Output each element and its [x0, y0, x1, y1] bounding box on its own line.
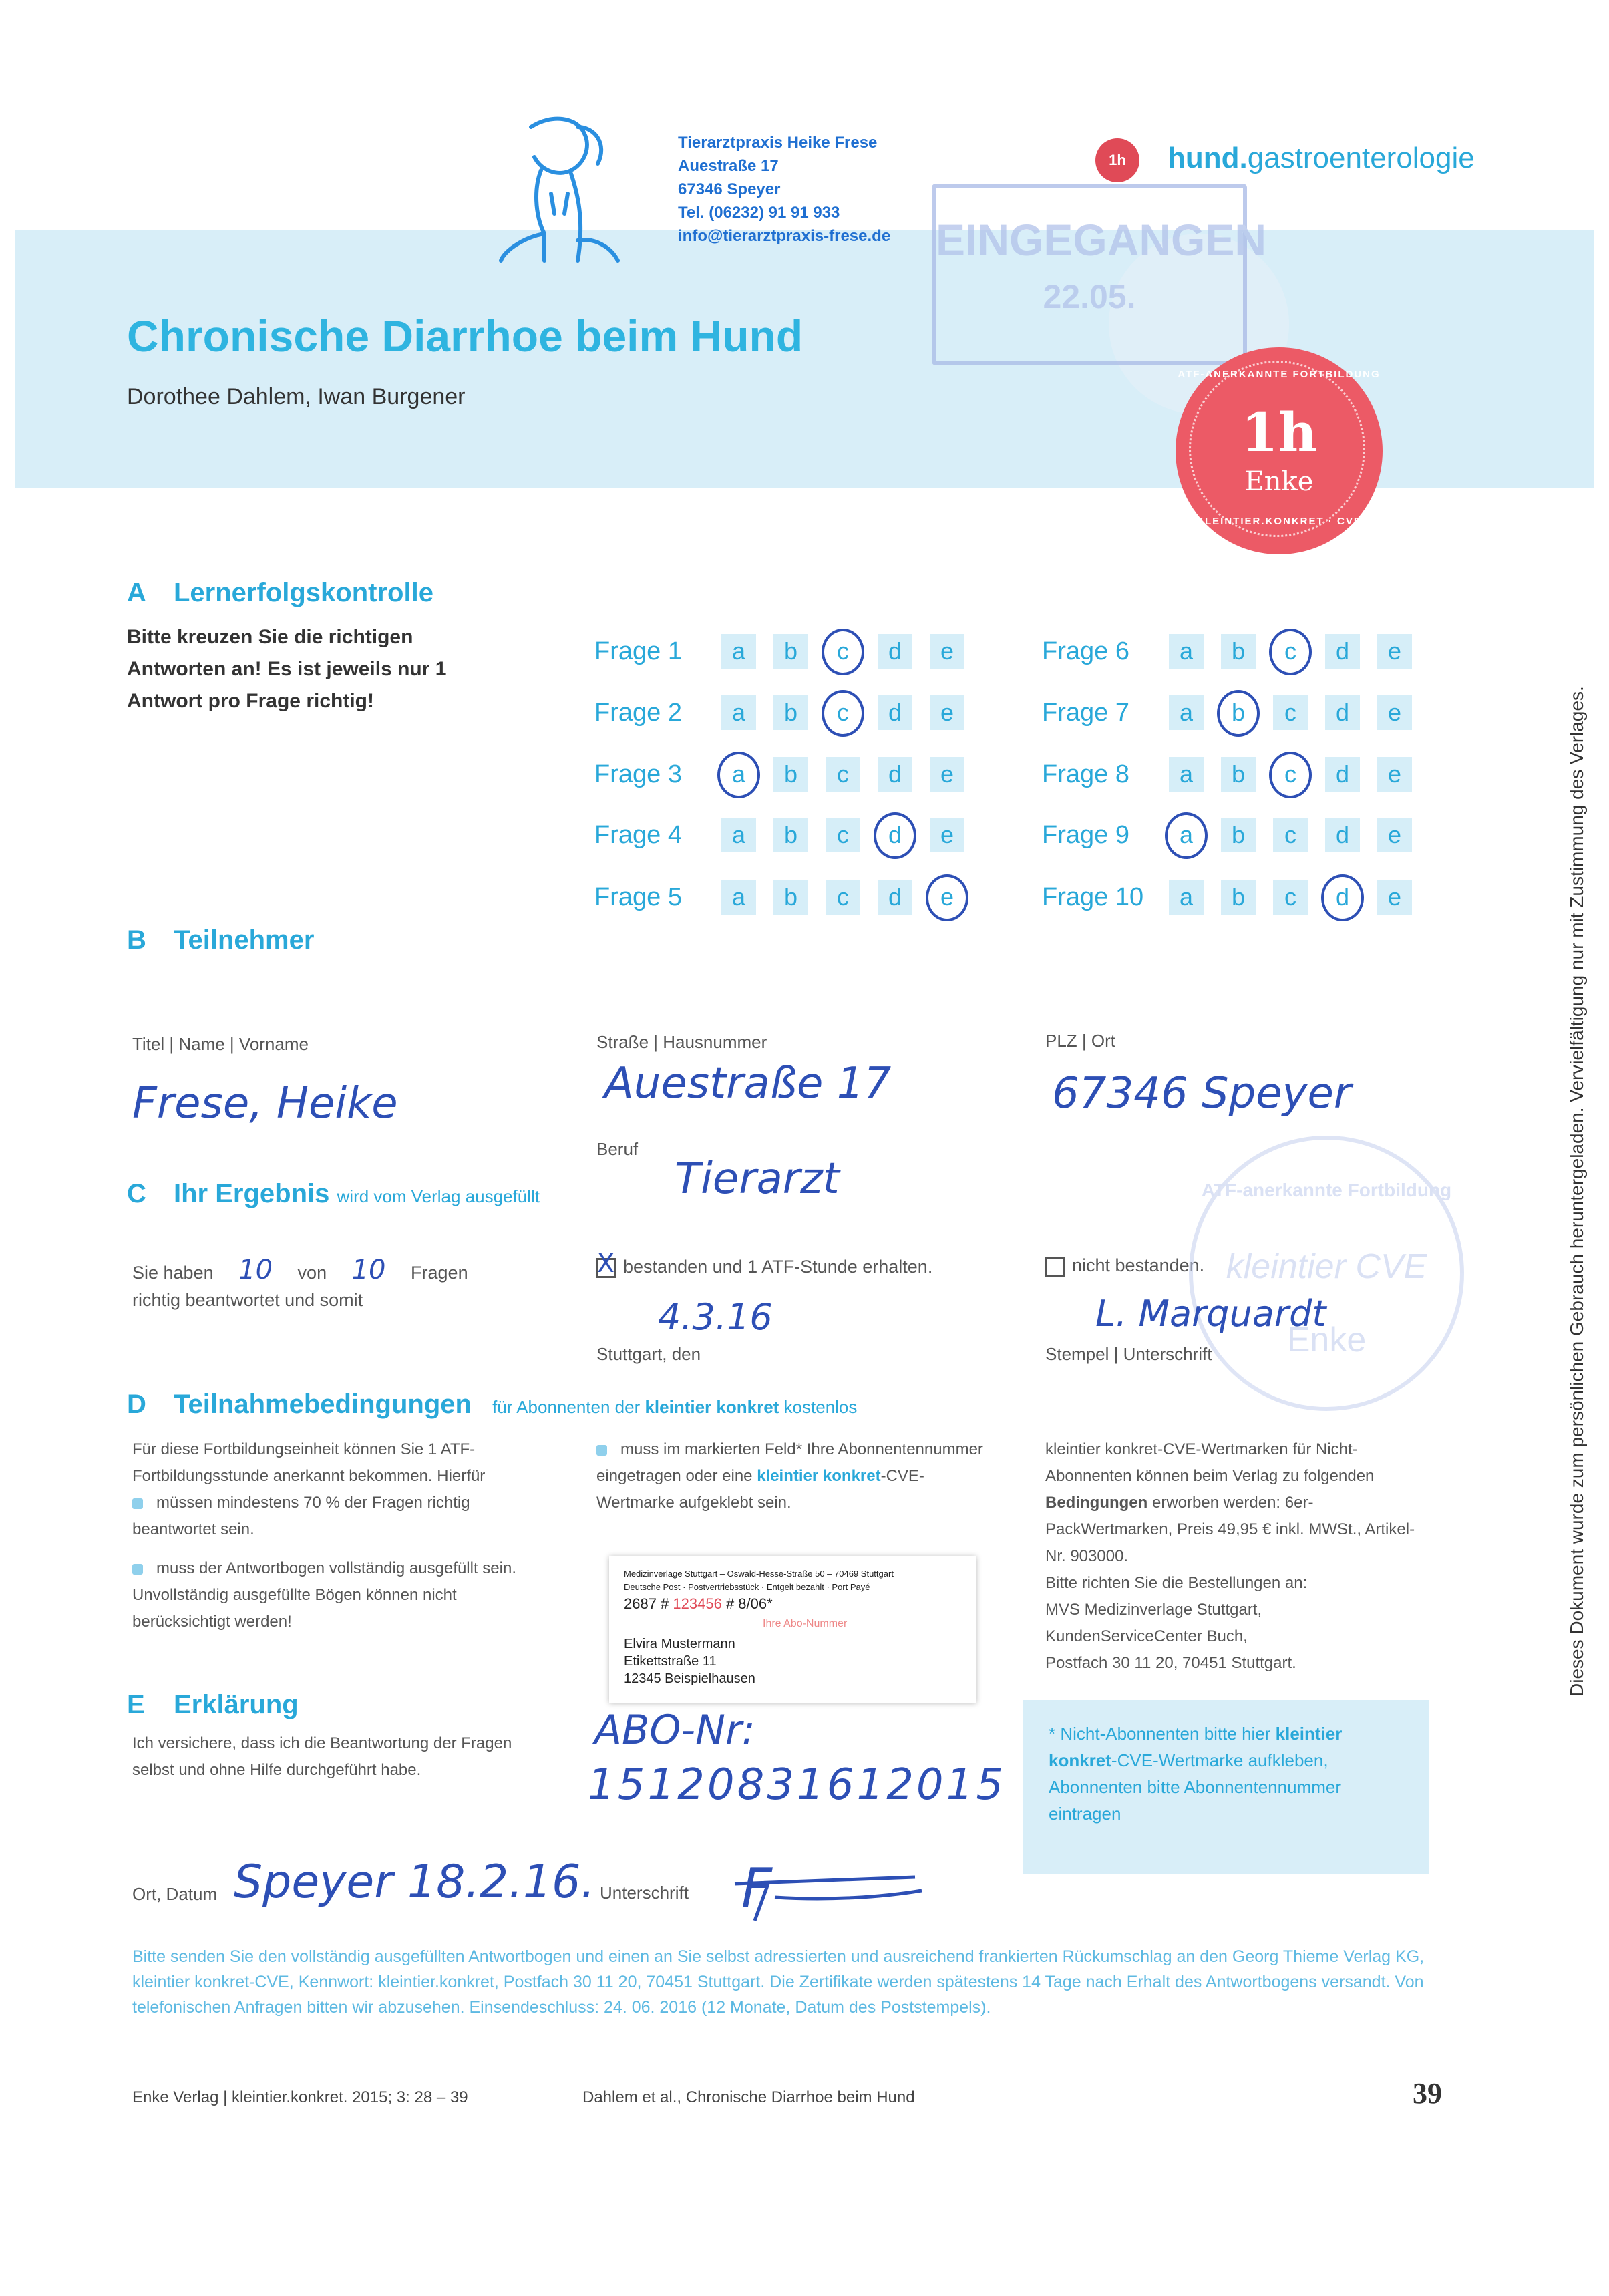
abo-label-handwritten: ABO-Nr:: [594, 1707, 755, 1754]
brand-rest: gastroenterologie: [1247, 142, 1475, 174]
answer-option-d[interactable]: d: [878, 818, 912, 852]
brand-title: [1168, 142, 1475, 175]
subtitle-part: kostenlos: [779, 1397, 858, 1417]
place-date-field[interactable]: Speyer 18.2.16.: [234, 1856, 595, 1909]
question-label: Frage 10: [1042, 882, 1144, 911]
abo-addr-street: Etikettstraße 11: [624, 1654, 717, 1669]
answer-option-c[interactable]: c: [826, 757, 860, 792]
question-label: Frage 9: [1042, 820, 1129, 849]
answer-option-e[interactable]: e: [1377, 634, 1412, 669]
conditions-col-1: [132, 1436, 533, 1635]
answer-option-c[interactable]: c: [1273, 818, 1308, 852]
answer-option-e[interactable]: e: [930, 757, 964, 792]
answer-option-e[interactable]: e: [930, 880, 964, 915]
stamp-middle-text: kleintier CVE: [1226, 1247, 1427, 1286]
practice-phone: Tel. (06232) 91 91 933: [678, 204, 840, 222]
question-row: [594, 815, 982, 855]
question-row: [1042, 693, 1429, 733]
note-brand: kleintier konkret: [1049, 1724, 1343, 1770]
question-row: [1042, 754, 1429, 794]
participant-signature[interactable]: F: [741, 1857, 773, 1919]
answer-option-b[interactable]: b: [1221, 757, 1256, 792]
abo-hint: Ihre Abo-Nummer: [763, 1618, 848, 1629]
condition-brand: kleintier konkret: [757, 1467, 881, 1485]
abo-number-field[interactable]: 15120831612015: [588, 1760, 1007, 1810]
result-fragen: Fragen: [411, 1263, 468, 1283]
condition-text: -CVE-Wertmarke aufgeklebt sein.: [596, 1467, 924, 1512]
practice-stamp: [678, 131, 890, 248]
wertmarken-text: [1045, 1436, 1433, 1570]
note-part: * Nicht-Abonnenten bitte hier: [1049, 1724, 1276, 1744]
answer-option-e[interactable]: e: [930, 818, 964, 852]
section-subtitle: wird vom Verlag ausgefüllt: [337, 1186, 540, 1206]
practice-name: Tierarztpraxis Heike Frese: [678, 134, 878, 152]
abo-suffix: # 8/06*: [721, 1595, 773, 1612]
total-count: 10: [351, 1255, 386, 1285]
answer-option-a[interactable]: a: [1169, 818, 1204, 852]
section-title: Lernerfolgskontrolle: [174, 578, 433, 607]
condition-text: müssen mindestens 70 % der Fragen richtig beantwortet sein.: [132, 1494, 470, 1538]
section-b-heading: [127, 925, 314, 955]
question-row: [1042, 631, 1429, 671]
abo-sender-line: Medizinverlage Stuttgart – Oswald-Hesse-Straße 50 – 70469 Stuttgart: [624, 1569, 894, 1579]
section-title: Teilnehmer: [174, 925, 315, 955]
result-text-2: richtig beantwortet und somit: [132, 1290, 363, 1310]
answer-option-c[interactable]: c: [1273, 634, 1308, 669]
received-stamp: [932, 184, 1267, 365]
result-text: [132, 1256, 533, 1287]
publisher-stamp: [1189, 1136, 1464, 1411]
question-label: Frage 5: [594, 882, 682, 911]
seal-top-text: ATF-ANERKANNTE FORTBILDUNG: [1178, 369, 1381, 380]
section-a-heading: [127, 578, 433, 608]
answer-option-b[interactable]: b: [773, 634, 808, 669]
answer-option-e[interactable]: e: [930, 695, 964, 730]
answer-option-a[interactable]: a: [721, 695, 756, 730]
job-label: Beruf: [596, 1139, 639, 1159]
answer-option-d[interactable]: d: [1325, 880, 1360, 915]
answer-option-a[interactable]: a: [1169, 757, 1204, 792]
section-title: Teilnahmebedingungen: [174, 1389, 472, 1419]
question-label: Frage 3: [594, 760, 682, 788]
answer-option-d[interactable]: d: [878, 695, 912, 730]
answer-option-b[interactable]: b: [773, 880, 808, 915]
subtitle-part: für Abonnenten der: [492, 1397, 645, 1417]
answer-option-d[interactable]: d: [1325, 818, 1360, 852]
section-letter: E: [127, 1690, 145, 1719]
answer-option-a[interactable]: a: [721, 880, 756, 915]
answer-option-b[interactable]: b: [1221, 695, 1256, 730]
street-field[interactable]: Auestraße 17: [604, 1059, 892, 1108]
answer-option-c[interactable]: c: [826, 695, 860, 730]
answer-option-b[interactable]: b: [1221, 880, 1256, 915]
citation: Enke Verlag | kleintier.konkret. 2015; 3: 28 – 39: [132, 2088, 468, 2106]
answer-option-b[interactable]: b: [1221, 818, 1256, 852]
answer-option-c[interactable]: c: [1273, 880, 1308, 915]
answer-option-d[interactable]: d: [878, 757, 912, 792]
question-row: [594, 754, 982, 794]
answer-option-a[interactable]: a: [721, 757, 756, 792]
dog-logo-icon: [478, 107, 665, 267]
conditions-col-3: [1045, 1436, 1433, 1677]
running-title: Dahlem et al., Chronische Diarrhoe beim Hund: [582, 2088, 915, 2106]
declaration-text: Ich versichere, dass ich die Beantwortung der Fragen selbst und ohne Hilfe durchgeführt habe.: [132, 1734, 512, 1779]
answer-option-c[interactable]: c: [1273, 757, 1308, 792]
hours-badge: 1h: [1095, 138, 1139, 182]
seal-hours: 1h: [1241, 401, 1317, 464]
stamp-bottom-text: Enke: [1286, 1321, 1367, 1359]
wertmarken-part: erworben werden: 6er-PackWertmarken, Preis 49,95 € inkl. MWSt., Artikel-Nr. 903000.: [1045, 1494, 1415, 1565]
answer-option-d[interactable]: d: [878, 634, 912, 669]
order-text: Bitte richten Sie die Bestellungen an:: [1045, 1574, 1308, 1592]
abo-number-line: [624, 1595, 773, 1613]
brand-bold: hund.: [1168, 142, 1248, 174]
abo-prefix: 2687 #: [624, 1595, 673, 1612]
section-letter: B: [127, 925, 146, 955]
seal-publisher: Enke: [1244, 466, 1314, 497]
signature-label: Unterschrift: [600, 1882, 689, 1903]
passed-mark: X: [597, 1248, 615, 1278]
authors: Dorothee Dahlem, Iwan Burgener: [127, 384, 466, 409]
conditions-intro: Für diese Fortbildungseinheit können Sie 1 ATF-Fortbildungsstunde anerkannt bekommen. Hierfür: [132, 1440, 486, 1485]
question-label: Frage 1: [594, 637, 682, 665]
section-letter: A: [127, 578, 146, 607]
conditions-col-2: [596, 1436, 984, 1516]
usage-note: Dieses Dokument wurde zum persönlichen Gebrauch heruntergeladen. Vervielfältigung nur mit Zustimmung des Verlages.: [1566, 686, 1587, 1697]
abo-addr-name: Elvira Mustermann: [624, 1637, 735, 1651]
answer-option-b[interactable]: b: [1221, 634, 1256, 669]
answer-option-c[interactable]: c: [826, 818, 860, 852]
answer-option-a[interactable]: a: [721, 634, 756, 669]
section-title: Ihr Ergebnis: [174, 1179, 330, 1208]
order-address-line: Postfach 30 11 20, 70451 Stuttgart.: [1045, 1654, 1296, 1672]
stamp-top-text: ATF-anerkannte Fortbildung: [1201, 1180, 1452, 1200]
page-number: 39: [1413, 2077, 1442, 2110]
answer-option-b[interactable]: b: [773, 818, 808, 852]
answer-option-d[interactable]: d: [878, 880, 912, 915]
abo-number: 123456: [673, 1595, 722, 1612]
section-e-heading: [127, 1690, 299, 1720]
job-field[interactable]: Tierarzt: [675, 1154, 840, 1204]
section-a-intro: Bitte kreuzen Sie die richtigen Antworten an! Es ist jeweils nur 1 Antwort pro Frage richtig!: [127, 626, 447, 712]
question-row: [594, 693, 982, 733]
street-label: Straße | Hausnummer: [596, 1032, 767, 1052]
answer-option-e[interactable]: e: [1377, 880, 1412, 915]
answer-option-b[interactable]: b: [773, 757, 808, 792]
section-title: Erklärung: [174, 1690, 299, 1719]
question-label: Frage 4: [594, 820, 682, 849]
submission-instructions: Bitte senden Sie den vollständig ausgefüllten Antwortbogen und einen an Sie selbst adressierten und ausreichend frankierten Rückumschlag an den Georg Thieme Verlag KG, kleintier konkret-CVE, Kennwort: kleintier.konkret, Postfach 30 11 20, 70451 Stuttgart. Die Zertifikate werden spätestens 14 Tage nach Erhalt des Antwortbogens versandt. Von telefonischen Anfragen bitten wir abzusehen. Einsendeschluss: 24. 06. 2016 (12 Monate, Datum des Poststempels).: [132, 1947, 1425, 2017]
place-date-label: Ort, Datum: [132, 1884, 218, 1904]
section-letter: D: [127, 1389, 146, 1419]
question-row: [594, 877, 982, 917]
condition-text: muss im markierten Feld* Ihre Abonnentennummer eingetragen oder eine: [596, 1440, 983, 1485]
name-label: Titel | Name | Vorname: [132, 1034, 309, 1054]
evaluator-signature: L. Marquardt: [1095, 1293, 1326, 1335]
result-prefix: Sie haben: [132, 1263, 214, 1283]
condition-bullet-1: [132, 1490, 533, 1543]
answer-option-e[interactable]: e: [930, 634, 964, 669]
received-stamp-date: 22.05.: [1043, 278, 1136, 315]
date-label: Stuttgart, den: [596, 1344, 701, 1364]
answer-option-b[interactable]: b: [773, 695, 808, 730]
answer-option-d[interactable]: d: [1325, 634, 1360, 669]
correct-count: 10: [238, 1255, 273, 1285]
answer-option-a[interactable]: a: [1169, 634, 1204, 669]
section-c-heading: [127, 1179, 540, 1209]
condition-bullet-3: [596, 1436, 984, 1516]
question-label: Frage 7: [1042, 698, 1129, 727]
order-address-line: MVS Medizinverlage Stuttgart,: [1045, 1601, 1262, 1619]
answer-option-e[interactable]: e: [1377, 818, 1412, 852]
note-part: -CVE-Wertmarke aufkleben, Abonnenten bitte Abonnentennummer eintragen: [1049, 1750, 1342, 1824]
wertmarke-field[interactable]: [1023, 1700, 1429, 1874]
received-stamp-text: EINGEGANGEN: [936, 215, 1267, 265]
wertmarken-part: kleintier konkret-CVE-Wertmarken für Nicht-Abonnenten können beim Verlag zu folgenden: [1045, 1440, 1375, 1485]
passed-checkbox[interactable]: [596, 1248, 616, 1278]
answer-option-e[interactable]: e: [1377, 695, 1412, 730]
abo-addr-city: 12345 Beispielhausen: [624, 1671, 755, 1686]
section-d-heading: [127, 1389, 857, 1420]
failed-option[interactable]: [1045, 1251, 1204, 1279]
question-row: [1042, 815, 1429, 855]
question-row: [594, 631, 982, 671]
certification-seal: [1176, 347, 1383, 554]
wertmarke-note: [1023, 1700, 1429, 1847]
evaluation-date: 4.3.16: [658, 1296, 773, 1338]
condition-text: muss der Antwortbogen vollständig ausgefüllt sein. Unvollständig ausgefüllte Bögen können nicht berücksichtigt werden!: [132, 1559, 516, 1631]
passed-option[interactable]: [596, 1248, 933, 1281]
answer-option-a[interactable]: a: [1169, 880, 1204, 915]
result-von: von: [297, 1263, 327, 1283]
answer-option-c[interactable]: c: [826, 634, 860, 669]
passed-label: bestanden und 1 ATF-Stunde erhalten.: [623, 1257, 933, 1277]
question-label: Frage 8: [1042, 760, 1129, 788]
section-letter: C: [127, 1179, 146, 1208]
subtitle-brand: kleintier konkret: [645, 1397, 779, 1417]
page-title: Chronische Diarrhoe beim Hund: [127, 311, 803, 361]
practice-email: info@tierarztpraxis-frese.de: [678, 227, 891, 245]
answer-option-a[interactable]: a: [721, 818, 756, 852]
signature-stroke-icon: [728, 1870, 928, 1924]
seal-bottom-text: KLEINTIER.KONKRET · CVE: [1196, 516, 1362, 527]
abo-number-example: [609, 1556, 976, 1703]
name-field[interactable]: Frese, Heike: [132, 1079, 398, 1128]
question-row: [1042, 877, 1429, 917]
answer-option-c[interactable]: c: [1273, 695, 1308, 730]
answer-option-d[interactable]: d: [1325, 757, 1360, 792]
answer-option-a[interactable]: a: [1169, 695, 1204, 730]
answer-option-d[interactable]: d: [1325, 695, 1360, 730]
question-label: Frage 6: [1042, 637, 1129, 665]
section-subtitle: [492, 1397, 857, 1417]
condition-bullet-2: [132, 1555, 533, 1635]
practice-city: 67346 Speyer: [678, 180, 781, 198]
stamp-signature-label: Stempel | Unterschrift: [1045, 1344, 1212, 1364]
answer-option-e[interactable]: e: [1377, 757, 1412, 792]
wertmarken-bold: Bedingungen: [1045, 1494, 1148, 1512]
abo-post-line: Deutsche Post · Postvertriebsstück · Entgelt bezahlt · Port Payé: [624, 1582, 870, 1592]
city-field[interactable]: 67346 Speyer: [1052, 1069, 1352, 1118]
failed-label: nicht bestanden.: [1072, 1255, 1205, 1275]
practice-street: Auestraße 17: [678, 157, 779, 175]
order-address-line: KundenServiceCenter Buch,: [1045, 1627, 1248, 1645]
city-label: PLZ | Ort: [1045, 1031, 1115, 1051]
failed-checkbox[interactable]: [1045, 1257, 1065, 1277]
question-label: Frage 2: [594, 698, 682, 727]
answer-option-c[interactable]: c: [826, 880, 860, 915]
